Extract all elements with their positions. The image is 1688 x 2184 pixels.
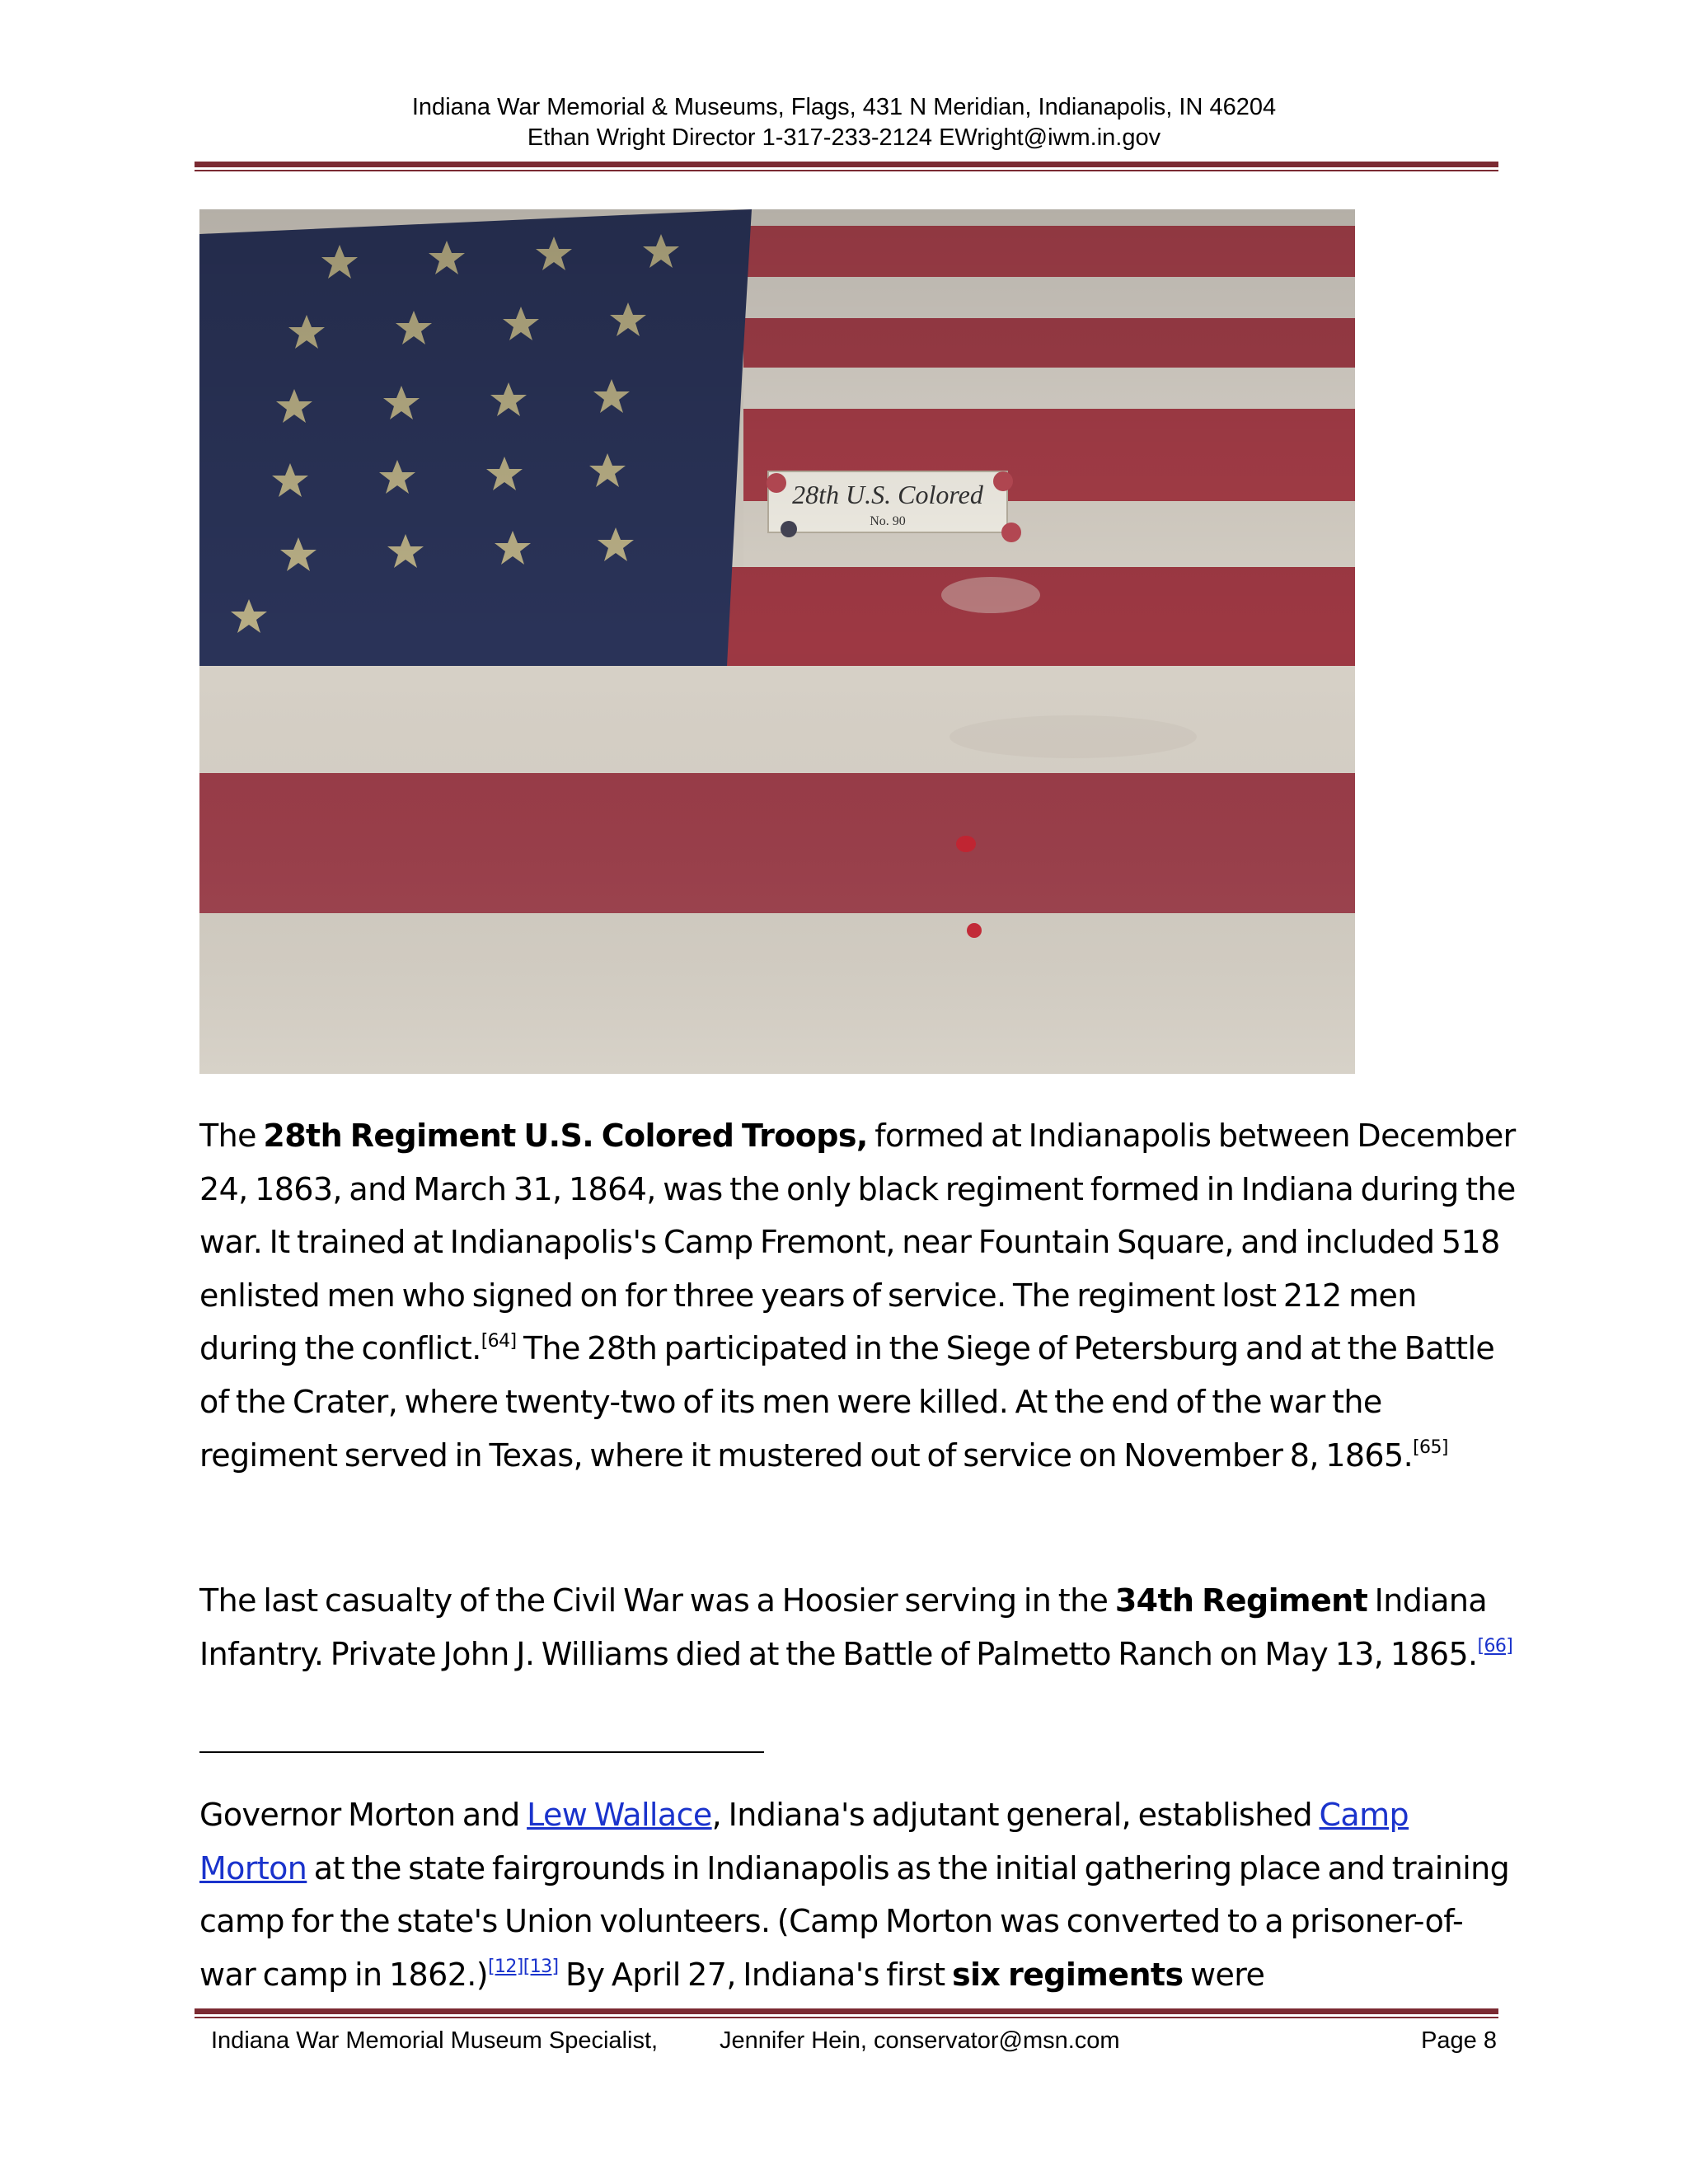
- footnote-separator: [199, 1751, 764, 1753]
- header-line-1: Indiana War Memorial & Museums, Flags, 431 N Meridian, Indianapolis, IN 46204: [411, 94, 1277, 120]
- citation-66-link[interactable]: [66]: [1477, 1635, 1513, 1657]
- footer-left: Indiana War Memorial Museum Specialist,: [211, 2027, 659, 2054]
- bold-28th-regiment: 28th Regiment U.S. Colored Troops,: [263, 1118, 868, 1154]
- page-number: Page 8: [1421, 2027, 1497, 2054]
- footer-middle: Jennifer Hein, conservator@msn.com: [720, 2027, 1120, 2054]
- header-rule: [195, 162, 1498, 171]
- citation-13-link[interactable]: [13]: [523, 1957, 559, 1978]
- paragraph-last-casualty: The last casualty of the Civil War was a Hoosier serving in the 34th Regiment Indiana Infantry. Private John J. Williams died at the Battle of Palmetto Ranch on May 13, 1865.[66]: [199, 1582, 1513, 1672]
- citation-65: [65]: [1413, 1436, 1448, 1458]
- header-line-2: Ethan Wright Director 1-317-233-2124 EWright@iwm.in.gov: [527, 124, 1161, 151]
- bold-34th-regiment: 34th Regiment: [1114, 1582, 1368, 1619]
- citation-12-link[interactable]: [12]: [488, 1957, 523, 1978]
- paragraph-28th-regiment: The 28th Regiment U.S. Colored Troops, formed at Indianapolis between December 24, 1863, and March 31, 1864, was the only black regiment formed in Indiana during the war. It trained at Indianapolis's Camp Fremont, near Fountain Square, and included 518 enlisted men who signed on for three years of service. The regiment lost 212 men during the conflict.[64] The 28th participated in the Siege of Petersburg and at the Battle of the Crater, where twenty-two of its men were killed. At the end of the war the regiment served in Texas, where it mustered out of service on November 8, 1865.[65]: [199, 1118, 1516, 1474]
- page-header: [0, 92, 1688, 153]
- lew-wallace-link[interactable]: Lew Wallace: [527, 1797, 712, 1833]
- citation-64: [64]: [481, 1330, 517, 1352]
- paragraph-camp-morton: Governor Morton and Lew Wallace, Indiana's adjutant general, established Camp Morton at the state fairgrounds in Indianapolis as the initial gathering place and training camp for the state's Union volunteers. (Camp Morton was converted to a prisoner-of-war camp in 1862.)[12][13] By April 27, Indiana's first six regiments were: [199, 1797, 1510, 1993]
- bold-six-regiments: six regiments: [951, 1956, 1184, 1993]
- page-footer: [211, 2027, 1497, 2060]
- flag-photo: [199, 209, 1355, 1074]
- footer-rule: [195, 2008, 1498, 2018]
- camp-morton-link[interactable]: Camp Morton: [199, 1797, 1409, 1886]
